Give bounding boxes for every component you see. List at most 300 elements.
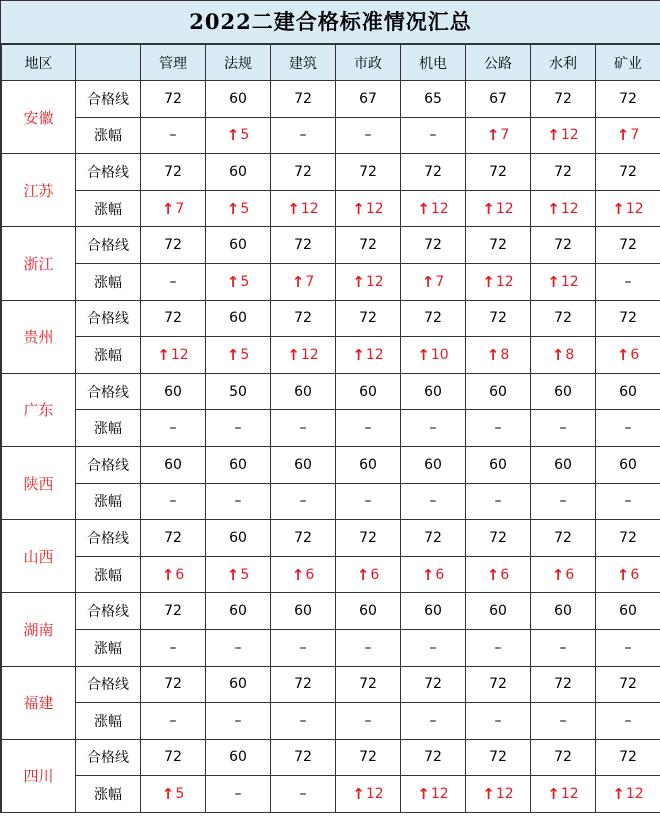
table-row bbox=[2, 593, 660, 630]
pass-line-label: 合格线 bbox=[76, 666, 141, 703]
change-value: – bbox=[364, 420, 372, 437]
no-change-cell bbox=[206, 776, 271, 813]
increase-cell bbox=[531, 776, 596, 813]
table-row bbox=[2, 446, 660, 483]
change-value: 6 bbox=[500, 566, 510, 583]
pass-score-cell: 72 bbox=[401, 154, 466, 191]
increase-cell bbox=[336, 556, 401, 593]
pass-score-cell: 72 bbox=[271, 666, 336, 703]
pass-score-cell: 72 bbox=[271, 81, 336, 118]
change-value: – bbox=[299, 639, 307, 656]
change-value: 5 bbox=[240, 127, 250, 144]
region-column-header: 地区 bbox=[2, 45, 76, 81]
change-value: – bbox=[234, 786, 242, 803]
no-change-cell bbox=[271, 483, 336, 520]
table-row bbox=[2, 483, 660, 520]
no-change-cell bbox=[336, 629, 401, 666]
no-change-cell bbox=[401, 117, 466, 154]
table-row bbox=[2, 300, 660, 337]
change-value: 12 bbox=[625, 786, 644, 803]
no-change-cell bbox=[141, 117, 206, 154]
up-arrow-icon: ↑ bbox=[226, 126, 240, 145]
change-value: 12 bbox=[365, 273, 384, 290]
table-row bbox=[2, 556, 660, 593]
pass-score-cell: 60 bbox=[271, 446, 336, 483]
no-change-cell bbox=[596, 629, 660, 666]
increase-cell bbox=[141, 556, 206, 593]
pass-score-cell: 72 bbox=[531, 81, 596, 118]
pass-score-cell: 72 bbox=[271, 227, 336, 264]
change-value: 7 bbox=[500, 127, 510, 144]
table-row bbox=[2, 154, 660, 191]
change-value: 12 bbox=[625, 200, 644, 217]
pass-score-cell: 60 bbox=[531, 593, 596, 630]
up-arrow-icon: ↑ bbox=[547, 199, 560, 218]
change-value: – bbox=[494, 712, 502, 729]
change-value: – bbox=[429, 420, 437, 437]
up-arrow-icon: ↑ bbox=[287, 199, 300, 218]
change-value: 10 bbox=[430, 346, 449, 363]
region-name: 陕西 bbox=[2, 446, 76, 519]
pass-score-cell: 72 bbox=[141, 739, 206, 776]
region-name: 湖南 bbox=[2, 593, 76, 666]
increase-label: 涨幅 bbox=[76, 263, 141, 300]
change-value: 5 bbox=[240, 273, 250, 290]
pass-score-cell: 72 bbox=[141, 154, 206, 191]
up-arrow-icon: ↑ bbox=[161, 785, 175, 804]
change-value: 8 bbox=[565, 346, 575, 363]
pass-score-cell: 72 bbox=[531, 154, 596, 191]
change-value: 12 bbox=[430, 200, 449, 217]
pass-score-cell: 72 bbox=[271, 520, 336, 557]
increase-cell bbox=[206, 556, 271, 593]
label-column-header bbox=[76, 45, 141, 81]
change-value: – bbox=[169, 639, 177, 656]
pass-score-cell: 72 bbox=[336, 520, 401, 557]
change-value: – bbox=[624, 493, 632, 510]
increase-cell bbox=[336, 776, 401, 813]
no-change-cell bbox=[336, 703, 401, 740]
change-value: 12 bbox=[560, 127, 579, 144]
increase-label: 涨幅 bbox=[76, 556, 141, 593]
increase-label: 涨幅 bbox=[76, 629, 141, 666]
up-arrow-icon: ↑ bbox=[417, 199, 430, 218]
up-arrow-icon: ↑ bbox=[287, 345, 300, 364]
pass-score-cell: 72 bbox=[401, 227, 466, 264]
increase-cell bbox=[596, 337, 660, 374]
change-value: – bbox=[429, 712, 437, 729]
up-arrow-icon: ↑ bbox=[547, 272, 560, 291]
region-name: 贵州 bbox=[2, 300, 76, 373]
pass-score-cell: 72 bbox=[531, 520, 596, 557]
subject-header: 公路 bbox=[466, 45, 531, 81]
no-change-cell bbox=[531, 703, 596, 740]
change-value: – bbox=[559, 420, 567, 437]
sheet-title: 2022二建合格标准情况汇总 bbox=[1, 0, 660, 44]
table-row bbox=[2, 190, 660, 227]
pass-score-cell: 72 bbox=[336, 666, 401, 703]
no-change-cell bbox=[596, 703, 660, 740]
up-arrow-icon: ↑ bbox=[551, 345, 565, 364]
increase-cell bbox=[206, 190, 271, 227]
pass-score-cell: 72 bbox=[271, 300, 336, 337]
change-value: – bbox=[494, 639, 502, 656]
increase-cell bbox=[531, 263, 596, 300]
change-value: – bbox=[559, 712, 567, 729]
no-change-cell bbox=[466, 483, 531, 520]
change-value: 7 bbox=[175, 200, 185, 217]
table-row bbox=[2, 117, 660, 154]
change-value: 7 bbox=[435, 273, 445, 290]
increase-cell bbox=[531, 117, 596, 154]
pass-score-cell: 60 bbox=[206, 739, 271, 776]
change-value: 12 bbox=[300, 200, 319, 217]
subject-header: 水利 bbox=[531, 45, 596, 81]
change-value: 8 bbox=[500, 346, 510, 363]
change-value: – bbox=[364, 127, 372, 144]
pass-score-cell: 72 bbox=[596, 300, 660, 337]
region-name: 安徽 bbox=[2, 81, 76, 154]
increase-label: 涨幅 bbox=[76, 776, 141, 813]
increase-cell bbox=[466, 117, 531, 154]
change-value: 6 bbox=[435, 566, 445, 583]
pass-score-cell: 72 bbox=[466, 666, 531, 703]
increase-label: 涨幅 bbox=[76, 483, 141, 520]
up-arrow-icon: ↑ bbox=[226, 272, 240, 291]
table-row bbox=[2, 337, 660, 374]
change-value: 12 bbox=[560, 273, 579, 290]
change-value: – bbox=[364, 712, 372, 729]
no-change-cell bbox=[271, 776, 336, 813]
pass-score-cell: 60 bbox=[206, 81, 271, 118]
pass-score-cell: 72 bbox=[596, 227, 660, 264]
change-value: – bbox=[169, 273, 177, 290]
no-change-cell bbox=[206, 410, 271, 447]
increase-cell bbox=[596, 776, 660, 813]
up-arrow-icon: ↑ bbox=[417, 345, 430, 364]
up-arrow-icon: ↑ bbox=[352, 785, 365, 804]
pass-score-cell: 72 bbox=[271, 739, 336, 776]
table-row bbox=[2, 703, 660, 740]
change-value: 12 bbox=[300, 346, 319, 363]
pass-score-cell: 60 bbox=[206, 446, 271, 483]
pass-score-cell: 72 bbox=[141, 227, 206, 264]
up-arrow-icon: ↑ bbox=[157, 345, 170, 364]
pass-score-cell: 60 bbox=[596, 373, 660, 410]
pass-score-cell: 60 bbox=[531, 446, 596, 483]
increase-cell bbox=[141, 776, 206, 813]
pass-score-cell: 60 bbox=[336, 593, 401, 630]
up-arrow-icon: ↑ bbox=[616, 345, 630, 364]
increase-cell bbox=[206, 117, 271, 154]
change-value: 12 bbox=[365, 200, 384, 217]
increase-cell bbox=[271, 337, 336, 374]
up-arrow-icon: ↑ bbox=[482, 199, 495, 218]
no-change-cell bbox=[336, 410, 401, 447]
up-arrow-icon: ↑ bbox=[612, 199, 625, 218]
table-row bbox=[2, 739, 660, 776]
change-value: – bbox=[494, 420, 502, 437]
pass-score-cell: 72 bbox=[336, 300, 401, 337]
pass-score-cell: 72 bbox=[141, 666, 206, 703]
increase-label: 涨幅 bbox=[76, 410, 141, 447]
change-value: – bbox=[364, 639, 372, 656]
change-value: 6 bbox=[370, 566, 380, 583]
change-value: – bbox=[234, 712, 242, 729]
change-value: – bbox=[299, 420, 307, 437]
up-arrow-icon: ↑ bbox=[486, 565, 500, 584]
change-value: 5 bbox=[240, 346, 250, 363]
pass-score-cell: 72 bbox=[271, 154, 336, 191]
pass-score-cell: 72 bbox=[336, 739, 401, 776]
no-change-cell bbox=[466, 629, 531, 666]
pass-score-cell: 72 bbox=[141, 593, 206, 630]
no-change-cell bbox=[271, 410, 336, 447]
pass-score-cell: 72 bbox=[596, 81, 660, 118]
table-row bbox=[2, 629, 660, 666]
pass-line-label: 合格线 bbox=[76, 81, 141, 118]
pass-score-cell: 50 bbox=[206, 373, 271, 410]
increase-cell bbox=[531, 190, 596, 227]
pass-line-label: 合格线 bbox=[76, 300, 141, 337]
pass-score-cell: 72 bbox=[531, 666, 596, 703]
up-arrow-icon: ↑ bbox=[291, 565, 305, 584]
table-row bbox=[2, 520, 660, 557]
no-change-cell bbox=[206, 629, 271, 666]
up-arrow-icon: ↑ bbox=[226, 199, 240, 218]
pass-score-cell: 60 bbox=[401, 373, 466, 410]
no-change-cell bbox=[466, 703, 531, 740]
change-value: 5 bbox=[240, 200, 250, 217]
increase-cell bbox=[336, 190, 401, 227]
no-change-cell bbox=[141, 483, 206, 520]
region-name: 四川 bbox=[2, 739, 76, 812]
pass-score-cell: 67 bbox=[466, 81, 531, 118]
table-row bbox=[2, 81, 660, 118]
change-value: 5 bbox=[240, 566, 250, 583]
change-value: 12 bbox=[365, 786, 384, 803]
pass-score-cell: 72 bbox=[596, 739, 660, 776]
pass-score-cell: 67 bbox=[336, 81, 401, 118]
change-value: 12 bbox=[560, 200, 579, 217]
pass-score-cell: 60 bbox=[206, 593, 271, 630]
increase-cell bbox=[141, 337, 206, 374]
up-arrow-icon: ↑ bbox=[352, 272, 365, 291]
increase-cell bbox=[336, 263, 401, 300]
no-change-cell bbox=[401, 703, 466, 740]
pass-score-cell: 72 bbox=[401, 739, 466, 776]
change-value: – bbox=[624, 712, 632, 729]
up-arrow-icon: ↑ bbox=[421, 565, 435, 584]
increase-cell bbox=[206, 337, 271, 374]
table-row bbox=[2, 227, 660, 264]
pass-score-cell: 65 bbox=[401, 81, 466, 118]
pass-score-cell: 72 bbox=[141, 300, 206, 337]
table-row bbox=[2, 776, 660, 813]
no-change-cell bbox=[596, 483, 660, 520]
up-arrow-icon: ↑ bbox=[356, 565, 370, 584]
pass-score-cell: 60 bbox=[466, 446, 531, 483]
no-change-cell bbox=[336, 117, 401, 154]
pass-line-label: 合格线 bbox=[76, 154, 141, 191]
up-arrow-icon: ↑ bbox=[547, 785, 560, 804]
up-arrow-icon: ↑ bbox=[226, 345, 240, 364]
change-value: – bbox=[234, 493, 242, 510]
up-arrow-icon: ↑ bbox=[226, 565, 240, 584]
pass-score-cell: 60 bbox=[271, 373, 336, 410]
pass-line-label: 合格线 bbox=[76, 227, 141, 264]
increase-label: 涨幅 bbox=[76, 337, 141, 374]
up-arrow-icon: ↑ bbox=[616, 126, 630, 145]
pass-score-cell: 72 bbox=[531, 739, 596, 776]
pass-score-cell: 72 bbox=[596, 666, 660, 703]
change-value: 12 bbox=[495, 273, 514, 290]
increase-cell bbox=[466, 776, 531, 813]
up-arrow-icon: ↑ bbox=[482, 785, 495, 804]
change-value: 6 bbox=[305, 566, 315, 583]
up-arrow-icon: ↑ bbox=[161, 565, 175, 584]
increase-cell bbox=[401, 263, 466, 300]
change-value: 12 bbox=[495, 786, 514, 803]
change-value: 12 bbox=[365, 346, 384, 363]
no-change-cell bbox=[596, 410, 660, 447]
no-change-cell bbox=[596, 263, 660, 300]
table-row bbox=[2, 666, 660, 703]
subject-header: 市政 bbox=[336, 45, 401, 81]
pass-score-cell: 60 bbox=[531, 373, 596, 410]
up-arrow-icon: ↑ bbox=[482, 272, 495, 291]
pass-line-label: 合格线 bbox=[76, 446, 141, 483]
region-name: 广东 bbox=[2, 373, 76, 446]
change-value: 7 bbox=[630, 127, 640, 144]
up-arrow-icon: ↑ bbox=[352, 199, 365, 218]
subject-header: 矿业 bbox=[596, 45, 660, 81]
up-arrow-icon: ↑ bbox=[417, 785, 430, 804]
increase-cell bbox=[271, 190, 336, 227]
pass-score-cell: 60 bbox=[401, 446, 466, 483]
increase-cell bbox=[401, 776, 466, 813]
pass-score-cell: 72 bbox=[141, 520, 206, 557]
header-row bbox=[2, 45, 660, 81]
pass-score-cell: 60 bbox=[336, 373, 401, 410]
pass-score-cell: 60 bbox=[141, 373, 206, 410]
change-value: – bbox=[169, 420, 177, 437]
pass-score-cell: 60 bbox=[206, 520, 271, 557]
change-value: 5 bbox=[175, 786, 185, 803]
change-value: – bbox=[299, 786, 307, 803]
pass-score-cell: 72 bbox=[141, 81, 206, 118]
pass-line-label: 合格线 bbox=[76, 373, 141, 410]
no-change-cell bbox=[271, 629, 336, 666]
pass-score-cell: 60 bbox=[206, 227, 271, 264]
no-change-cell bbox=[141, 703, 206, 740]
subject-header: 机电 bbox=[401, 45, 466, 81]
table-row bbox=[2, 410, 660, 447]
pass-score-cell: 72 bbox=[401, 520, 466, 557]
no-change-cell bbox=[141, 629, 206, 666]
no-change-cell bbox=[271, 703, 336, 740]
up-arrow-icon: ↑ bbox=[547, 126, 560, 145]
change-value: – bbox=[169, 127, 177, 144]
pass-score-cell: 60 bbox=[271, 593, 336, 630]
no-change-cell bbox=[401, 410, 466, 447]
no-change-cell bbox=[401, 629, 466, 666]
increase-cell bbox=[271, 556, 336, 593]
increase-cell bbox=[206, 263, 271, 300]
increase-cell bbox=[466, 556, 531, 593]
increase-cell bbox=[596, 190, 660, 227]
change-value: – bbox=[234, 420, 242, 437]
increase-cell bbox=[531, 556, 596, 593]
up-arrow-icon: ↑ bbox=[421, 272, 435, 291]
up-arrow-icon: ↑ bbox=[616, 565, 630, 584]
pass-score-cell: 72 bbox=[336, 227, 401, 264]
change-value: – bbox=[624, 639, 632, 656]
table-row bbox=[2, 373, 660, 410]
increase-cell bbox=[401, 190, 466, 227]
up-arrow-icon: ↑ bbox=[486, 345, 500, 364]
pass-score-cell: 72 bbox=[466, 739, 531, 776]
change-value: – bbox=[624, 273, 632, 290]
change-value: – bbox=[559, 493, 567, 510]
pass-score-cell: 60 bbox=[466, 373, 531, 410]
increase-label: 涨幅 bbox=[76, 190, 141, 227]
no-change-cell bbox=[531, 629, 596, 666]
no-change-cell bbox=[531, 483, 596, 520]
pass-score-cell: 72 bbox=[466, 227, 531, 264]
pass-score-cell: 60 bbox=[141, 446, 206, 483]
change-value: 7 bbox=[305, 273, 315, 290]
pass-score-cell: 72 bbox=[466, 154, 531, 191]
change-value: – bbox=[169, 493, 177, 510]
change-value: – bbox=[429, 493, 437, 510]
pass-score-cell: 72 bbox=[401, 666, 466, 703]
pass-score-cell: 72 bbox=[401, 300, 466, 337]
increase-cell bbox=[401, 337, 466, 374]
increase-cell bbox=[596, 556, 660, 593]
change-value: – bbox=[624, 420, 632, 437]
no-change-cell bbox=[401, 483, 466, 520]
pass-line-label: 合格线 bbox=[76, 593, 141, 630]
region-name: 福建 bbox=[2, 666, 76, 739]
pass-standard-table bbox=[1, 44, 660, 813]
no-change-cell bbox=[336, 483, 401, 520]
pass-score-cell: 60 bbox=[206, 300, 271, 337]
subject-header: 建筑 bbox=[271, 45, 336, 81]
up-arrow-icon: ↑ bbox=[291, 272, 305, 291]
change-value: 6 bbox=[565, 566, 575, 583]
no-change-cell bbox=[141, 410, 206, 447]
table-row bbox=[2, 263, 660, 300]
change-value: – bbox=[494, 493, 502, 510]
change-value: 6 bbox=[175, 566, 185, 583]
increase-label: 涨幅 bbox=[76, 703, 141, 740]
change-value: – bbox=[234, 639, 242, 656]
pass-line-label: 合格线 bbox=[76, 739, 141, 776]
region-name: 江苏 bbox=[2, 154, 76, 227]
subject-header: 管理 bbox=[141, 45, 206, 81]
increase-cell bbox=[141, 190, 206, 227]
change-value: – bbox=[169, 712, 177, 729]
no-change-cell bbox=[206, 703, 271, 740]
change-value: – bbox=[364, 493, 372, 510]
change-value: – bbox=[429, 639, 437, 656]
up-arrow-icon: ↑ bbox=[352, 345, 365, 364]
increase-cell bbox=[401, 556, 466, 593]
change-value: – bbox=[429, 127, 437, 144]
pass-score-cell: 72 bbox=[596, 154, 660, 191]
change-value: – bbox=[299, 127, 307, 144]
